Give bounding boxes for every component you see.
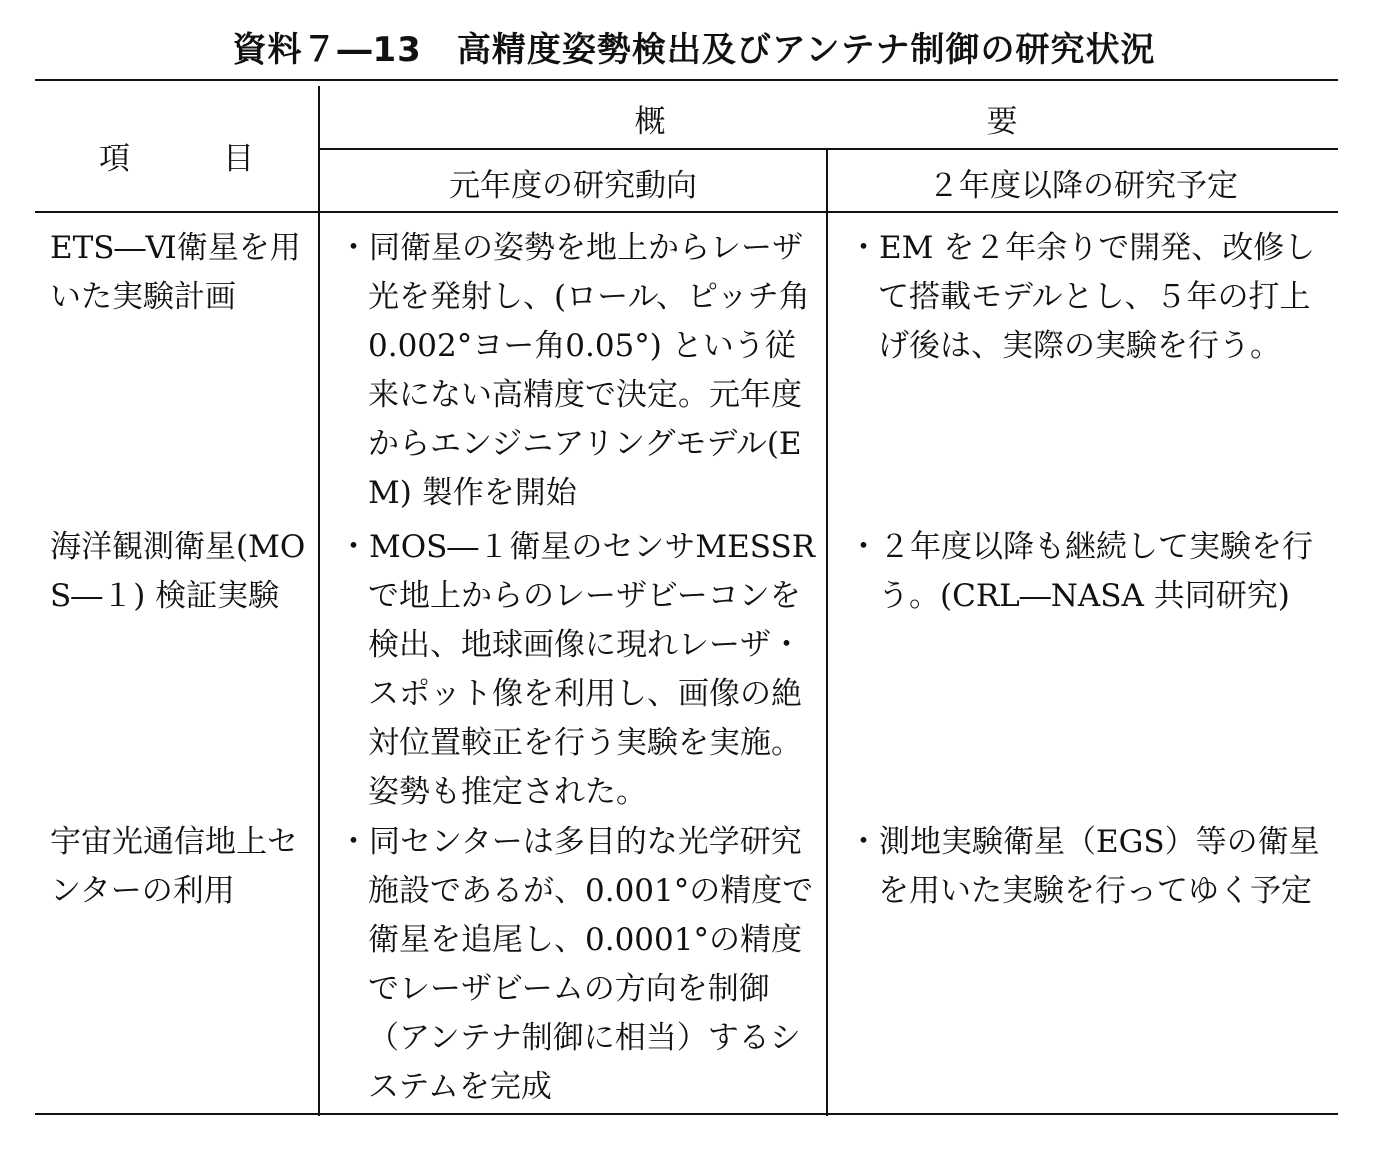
table-row: [50, 224, 312, 322]
column-divider-1: [318, 86, 320, 1116]
row-future-text: ・EM を２年余りで開発、改修して搭載モデルとし、５年の打上げ後は、実際の実験を行う。: [848, 230, 1316, 364]
column-divider-2: [826, 148, 828, 1116]
page-title: 資料７―13 高精度姿勢検出及びアンテナ制御の研究状況: [232, 30, 1156, 70]
header-bottom-rule: [35, 211, 1338, 213]
row-item-label: 海洋観測衛星(MOS―１) 検証実験: [50, 529, 306, 614]
header-future-plan: ２年度以降の研究予定: [928, 168, 1238, 204]
row-future-text: ・２年度以降も継続して実験を行う。(CRL―NASA 共同研究): [848, 529, 1313, 614]
header-inner-rule: [320, 148, 1338, 150]
row-item-label: ETS―Ⅵ衛星を用いた実験計画: [50, 230, 301, 315]
table-row: [50, 523, 312, 621]
table-cell-current: [338, 224, 816, 518]
header-overview-right: 要: [986, 104, 1018, 140]
row-future-text: ・測地実験衛星（EGS）等の衛星を用いた実験を行ってゆく予定: [848, 824, 1320, 909]
header-item: 項 目: [99, 141, 254, 177]
table-cell-current: [338, 523, 816, 817]
table-cell-future: [848, 523, 1328, 621]
row-item-label: 宇宙光通信地上センターの利用: [50, 824, 298, 909]
table-bottom-rule: [35, 1113, 1338, 1115]
table-row: [50, 818, 312, 916]
table-cell-future: [848, 818, 1328, 916]
row-current-text: ・MOS―１衛星のセンサMESSR で地上からのレーザビーコンを検出、地球画像に現れレーザ・スポット像を利用し、画像の絶対位置較正を行う実験を実施。姿勢も推定された。: [338, 529, 816, 810]
table-cell-future: [848, 224, 1328, 371]
header-overview-left: 概: [634, 104, 666, 140]
row-current-text: ・同衛星の姿勢を地上からレーザ光を発射し、(ロール、ピッチ角0.002°ヨー角0.05°) という従来にない高精度で決定。元年度からエンジニアリングモデル(EM) 製作を開始: [338, 230, 810, 511]
table-top-rule: [35, 79, 1338, 81]
row-current-text: ・同センターは多目的な光学研究施設であるが、0.001°の精度で衛星を追尾し、0.0001°の精度でレーザビームの方向を制御（アンテナ制御に相当）するシステムを完成: [338, 824, 814, 1105]
table-cell-current: [338, 818, 816, 1112]
header-current-year: 元年度の研究動向: [449, 168, 697, 204]
